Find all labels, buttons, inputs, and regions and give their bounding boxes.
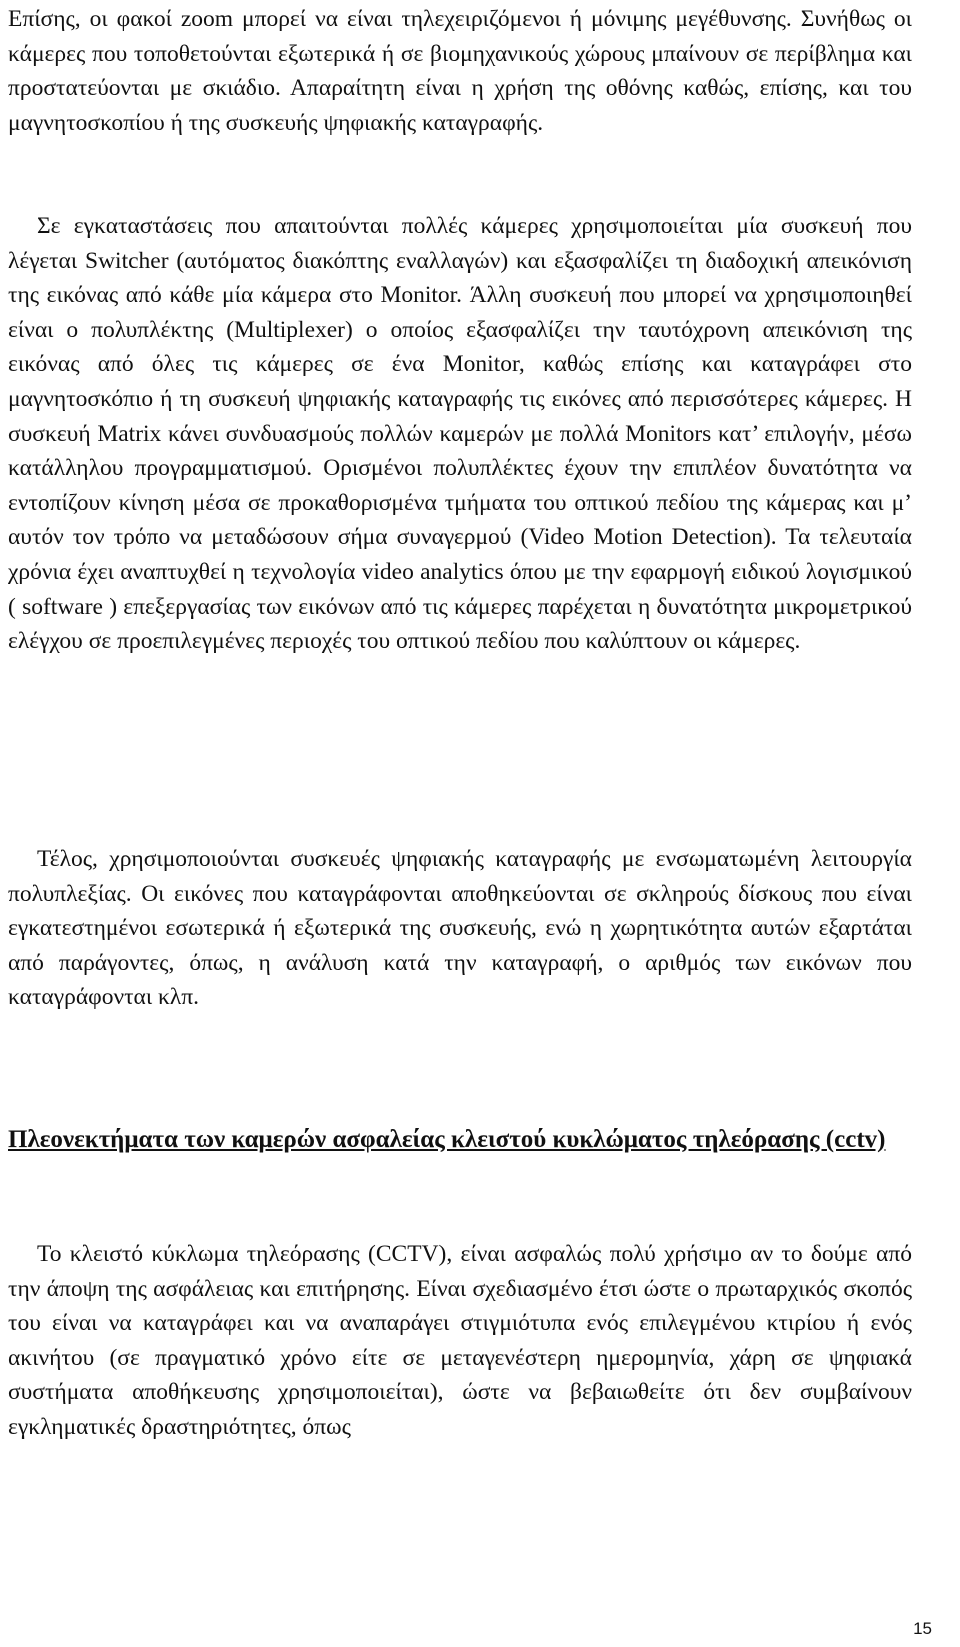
- page-number: 15: [913, 1619, 932, 1638]
- paragraph-cctv-advantages: Το κλειστό κύκλωμα τηλεόρασης (CCTV), είναι ασφαλώς πολύ χρήσιμο αν το δούμε από την άποψη της ασφάλειας και επιτήρησης. Είναι σχεδιασμένο έτσι ώστε ο πρωταρχικός σκοπός του είναι να καταγράφει και να αναπαράγει στιγμιότυπα ενός επιλεγμένου κτιρίου ή ενός ακινήτου (σε πραγματικό χρόνο είτε σε μεταγενέστερη ημερομηνία, χάρη σε ψηφιακά συστήματα αποθήκευσης χρησιμοποιείται), ώστε να βεβαιωθείτε ότι δεν συμβαίνουν εγκληματικές δραστηριότητες, όπως: [8, 1241, 912, 1440]
- paragraph-digital-recording: Τέλος, χρησιμοποιούνται συσκευές ψηφιακής καταγραφής με ενσωματωμένη λειτουργία πολυπλεξίας. Οι εικόνες που καταγράφονται αποθηκεύονται σε σκληρούς δίσκους που είναι εγκατεστημένοι εσωτερικά ή εξωτερικά της συσκευής, ενώ η χωρητικότητα αυτών εξαρτάται από παράγοντες, όπως, η ανάλυση κατά την καταγραφή, ο αριθμός των εικόνων που καταγράφονται κλπ.: [8, 846, 912, 1011]
- section-heading: Πλεονεκτήματα των καμερών ασφαλείας κλειστού κυκλώματος τηλεόρασης (cctv): [8, 1126, 886, 1153]
- paragraph-switcher-multiplexer: Σε εγκαταστάσεις που απαιτούνται πολλές κάμερες χρησιμοποιείται μία συσκευή που λέγεται Switcher (αυτόματος διακόπτης εναλλαγών) και εξασφαλίζει τη διαδοχική απεικόνιση της εικόνας από κάθε μία κάμερα στο Monitor. Άλλη συσκευή που μπορεί να χρησιμοποιηθεί είναι ο πολυπλέκτης (Multiplexer) ο οποίος εξασφαλίζει την ταυτόχρονη απεικόνιση της εικόνας από όλες τις κάμερες σε ένα Monitor, καθώς επίσης και καταγράφει στο μαγνητοσκόπιο ή τη συσκευή ψηφιακής καταγραφής τις εικόνες από περισσότερες κάμερες. Η συσκευή Matrix κάνει συνδυασμούς πολλών καμερών με πολλά Monitors κατ’ επιλογήν, μέσω κατάλληλου προγραμματισμού. Ορισμένοι πολυπλέκτες έχουν την επιπλέον δυνατότητα να εντοπίζουν κίνηση μέσα σε προκαθορισμένα τμήματα του οπτικού πεδίου της κάμερας και μ’ αυτόν τον τρόπο να μεταδώσουν σήμα συναγερμού (Video Motion Detection). Τα τελευταία χρόνια έχει αναπτυχθεί η τεχνολογία video analytics όπου με την εφαρμογή ειδικού λογισμικού ( software ) επεξεργασίας των εικόνων από τις κάμερες παρέχεται η δυνατότητα μικρομετρικού ελέγχου σε προεπιλεγμένες περιοχές του οπτικού πεδίου που καλύπτουν οι κάμερες.: [8, 213, 912, 655]
- paragraph-zoom-lenses: Επίσης, οι φακοί zoom μπορεί να είναι τηλεχειριζόμενοι ή μόνιμης μεγέθυνσης. Συνήθως οι κάμερες που τοποθετούνται εξωτερικά ή σε βιομηχανικούς χώρους μπαίνουν σε περίβλημα και προστατεύονται με σκιάδιο. Απαραίτητη είναι η χρήση της οθόνης καθώς, επίσης, και του μαγνητοσκοπίου ή της συσκευής ψηφιακής καταγραφής.: [8, 6, 912, 136]
